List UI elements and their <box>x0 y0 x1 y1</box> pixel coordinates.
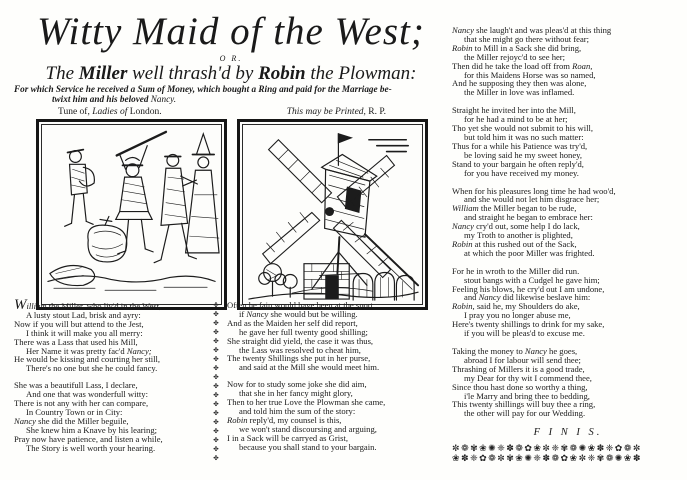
stanza-3 <box>227 301 439 372</box>
flag <box>338 134 351 165</box>
verse-line: Feeling his blows, he cry'd out I am undone, <box>452 283 605 294</box>
verse-line: There was a Lass that used his Mill, <box>14 336 138 347</box>
verse-line: for you have received my money. <box>464 167 579 178</box>
verse-line: we won't stand discoursing and arguing, <box>239 423 377 434</box>
verse-line: Thrashing of Millers it is a good trade, <box>452 363 585 374</box>
tail-pole <box>361 234 418 289</box>
woodcut-frame <box>41 124 222 305</box>
dedication <box>14 85 448 105</box>
verse-line: A lusty stout Lad, brisk and ayry: <box>26 309 141 320</box>
verse-line: if Nancy she would but be willing. <box>239 308 358 319</box>
fleuron-icon: ✤ <box>213 418 219 426</box>
tune-line: Tune of, Ladies of London. <box>58 106 162 117</box>
fleuron-icon: ✤ <box>213 346 219 354</box>
verse-line: And one that was wonderfull witty: <box>26 389 148 400</box>
fleuron-icon: ✤ <box>213 319 219 327</box>
verse-line: the Lass was resolved to cheat him, <box>239 344 361 355</box>
verse-line: I think it will make you all merry: <box>26 327 143 338</box>
verse-line: if you will be pleas'd to excuse me. <box>464 328 585 339</box>
verse-line: In Country Town or in City: <box>26 406 123 417</box>
verse-line: and said at the Mill she would meet him. <box>239 362 380 373</box>
fleuron-icon: ✤ <box>213 328 219 336</box>
or-line: O R. <box>219 54 243 63</box>
verse-line: She was a beautifull Lass, I declare, <box>14 380 138 391</box>
verse-line: and Nancy did likewise beslave him: <box>464 292 591 303</box>
thrashing-woodcut-image <box>42 125 221 304</box>
header <box>14 10 448 118</box>
fleuron-icon: ✤ <box>213 454 219 462</box>
fleuron-icon: ✤ <box>213 337 219 345</box>
verse-line: This twenty shillings will buy thee a ring, <box>452 399 596 410</box>
verse-line: and told him the sum of the story: <box>239 405 356 416</box>
fleuron-icon: ✤ <box>213 301 219 309</box>
figure-embracing-couple <box>154 134 219 263</box>
page-title: Witty Maid of the West; <box>37 10 425 53</box>
fleuron-icon: ✤ <box>213 310 219 318</box>
verse-line: There is not any with her can compare, <box>14 398 149 409</box>
verse-line: For he in wroth to the Miller did run. <box>452 265 580 276</box>
stanza-4 <box>227 380 439 451</box>
verse-line: Robin at this rushed out of the Sack, <box>452 238 577 249</box>
ornament-border-row-1: ✼❁✾❀✺❈✽❁✿❀✼❈✾❁✺❀✽❈✿❁✼ <box>452 444 642 455</box>
imprimatur-line: This may be Printed, R. P. <box>286 106 386 117</box>
verse-line: William the Miller began to be rude, <box>452 203 577 214</box>
clouds <box>369 140 408 152</box>
verse-line: at which the poor Miller was frighted. <box>464 247 595 258</box>
woodcut-windmill <box>237 119 428 310</box>
verse-line: Nancy cry'd out, some help I do lack, <box>452 221 580 232</box>
verse-line: And as the Maiden her self did report, <box>227 317 358 328</box>
fleuron-icon: ✤ <box>213 436 219 444</box>
verse-line: Nancy she did the Miller beguile, <box>14 415 129 426</box>
verse-line: I in a Sack will be carryed as Grist, <box>227 432 348 443</box>
verse-line: There's no one but she he could fancy. <box>26 363 158 374</box>
verse-line: Here's twenty shillings to drink for my sake, <box>452 319 605 330</box>
verse-line: Pray now have patience, and listen a while, <box>14 433 163 444</box>
verse-line: and she would not let him disgrace her; <box>464 194 600 205</box>
verse-line: Taking the money to Nancy he goes, <box>452 346 578 356</box>
verse-line: Then did he take the load off from Roan, <box>452 60 593 71</box>
verse-line: my Dear for thy wit I commend thee, <box>464 372 592 383</box>
figure-walking-man <box>65 150 95 227</box>
verse-line: The Story is well worth your hearing. <box>26 442 156 453</box>
verse-column-3 <box>452 26 684 464</box>
verse-line: the Miller rejoyc'd to see her; <box>464 51 566 62</box>
verse-line: the Miller in love was inflamed. <box>464 87 575 98</box>
verse-line: that she in her fancy might glory, <box>239 388 353 399</box>
verse-line: Straight he invited her into the Mill, <box>452 105 576 116</box>
figure-robin-with-cudgel <box>116 132 166 254</box>
verse-line: i'le Marry and bring thee to bedding, <box>464 390 590 401</box>
stanza-5 <box>452 26 684 97</box>
verse-line: Robin reply'd, my counsel is this, <box>227 414 342 425</box>
verse-line: When for his pleasures long time he had woo'd, <box>452 185 616 196</box>
woodcut-thrashing-scene <box>36 119 227 310</box>
stanza-9 <box>452 347 684 418</box>
fleuron-icon: ✤ <box>213 355 219 363</box>
stanza-6 <box>452 106 684 177</box>
verse-line: She straight did yield, the case it was thus, <box>227 335 374 346</box>
verse-line: Robin, said he, my Shoulders do ake, <box>452 301 580 312</box>
woodcut-frame <box>242 124 423 305</box>
verse-line: my Troth to another is plighted, <box>464 230 573 241</box>
finis-label: F I N I S. <box>533 427 603 439</box>
verse-line: abroad I for labour will send thee; <box>464 354 581 365</box>
verse-line: Since thou hast done so worthy a thing, <box>452 381 588 392</box>
verse-line: I pray you no longer abuse me, <box>464 310 571 321</box>
stanza-7 <box>452 187 684 258</box>
verse-line: And he supposing they then was alone, <box>452 78 587 89</box>
verse-line: stout bangs with a Cudgel he gave him; <box>464 274 600 285</box>
ground <box>48 265 215 290</box>
verse-line: the other will pay for our Wedding. <box>464 408 586 419</box>
fleuron-icon: ✤ <box>213 445 219 453</box>
sack-of-grist <box>88 216 127 261</box>
fleuron-icon: ✤ <box>213 373 219 381</box>
column-divider-ornament <box>208 301 224 463</box>
stanza-8 <box>452 267 684 338</box>
dedication-line-2: twixt him and his beloved Nancy. <box>52 93 177 104</box>
trees <box>259 264 297 297</box>
fleuron-icon: ✤ <box>213 409 219 417</box>
verse-line: because you shall stand to your bargain. <box>239 441 377 452</box>
fleuron-icon: ✤ <box>213 400 219 408</box>
verse-line: Robin to Mill in a Sack she did bring, <box>452 42 582 53</box>
verse-line: Nancy she laugh't and was pleas'd at this thing <box>452 25 612 35</box>
verse-line: William the Miller, who liv'd in the West, <box>14 297 162 313</box>
windmill-woodcut-image <box>243 125 422 304</box>
meta-row <box>14 107 448 118</box>
stanza-1 <box>14 297 207 374</box>
verse-line: Her Name it was pretty fac'd Nancy; <box>26 345 152 356</box>
verse-line: Often he fain would have been at the sport, <box>227 300 376 310</box>
verse-line: for he had a mind to be at her; <box>464 114 568 125</box>
verse-line: be loving said he my sweet honey, <box>464 149 583 160</box>
verse-line: but told him it was no such matter: <box>464 131 584 142</box>
fleuron-icon: ✤ <box>213 364 219 372</box>
fleuron-icon: ✤ <box>213 382 219 390</box>
stanza-2 <box>14 381 207 452</box>
verse-line: Now for to study some joke she did aim, <box>227 379 367 390</box>
verse-line: She knew him a Knave by his learing; <box>26 424 158 435</box>
verse-line: He would be kissing and courting her still, <box>14 354 161 365</box>
verse-line: Stand to your bargain he often reply'd, <box>452 158 584 169</box>
verse-column-2 <box>227 301 439 460</box>
verse-line: for this Maidens Horse was so named, <box>464 69 596 80</box>
subtitle: The Miller well thrash'd by Robin the Plowman: <box>45 63 417 84</box>
verse-column-1 <box>14 297 207 461</box>
verse-line: Thus for a while his Patience was try'd, <box>452 140 588 151</box>
windmill-sails <box>263 140 395 278</box>
verse-line: Tho yet she would not submit to his will, <box>452 123 594 134</box>
mill-body <box>322 155 377 238</box>
ornament-border-row-2: ❀✽❈✿❁✼✾❀✺❈✽❁✿❀✼❈✾❁✺❀✽ <box>452 454 642 465</box>
verse-line: The twenty Shillings she put in her purse, <box>227 353 371 364</box>
printer-ornament-border <box>452 444 684 464</box>
verse-line: Now if you will but attend to the Jest, <box>14 318 144 329</box>
dedication-line-1: For which Service he received a Sum of Money, which bought a Ring and paid for the Marriage be- <box>14 84 392 94</box>
verse-line: he gave her full twenty good shilling; <box>239 326 368 337</box>
fleuron-icon: ✤ <box>213 391 219 399</box>
verse-line: Then to her true Love the Plowman she came, <box>227 397 386 408</box>
fleuron-icon: ✤ <box>213 427 219 435</box>
verse-line: and straight he began to embrace her: <box>464 212 593 223</box>
verse-line: that she might go there without fear; <box>464 33 590 44</box>
